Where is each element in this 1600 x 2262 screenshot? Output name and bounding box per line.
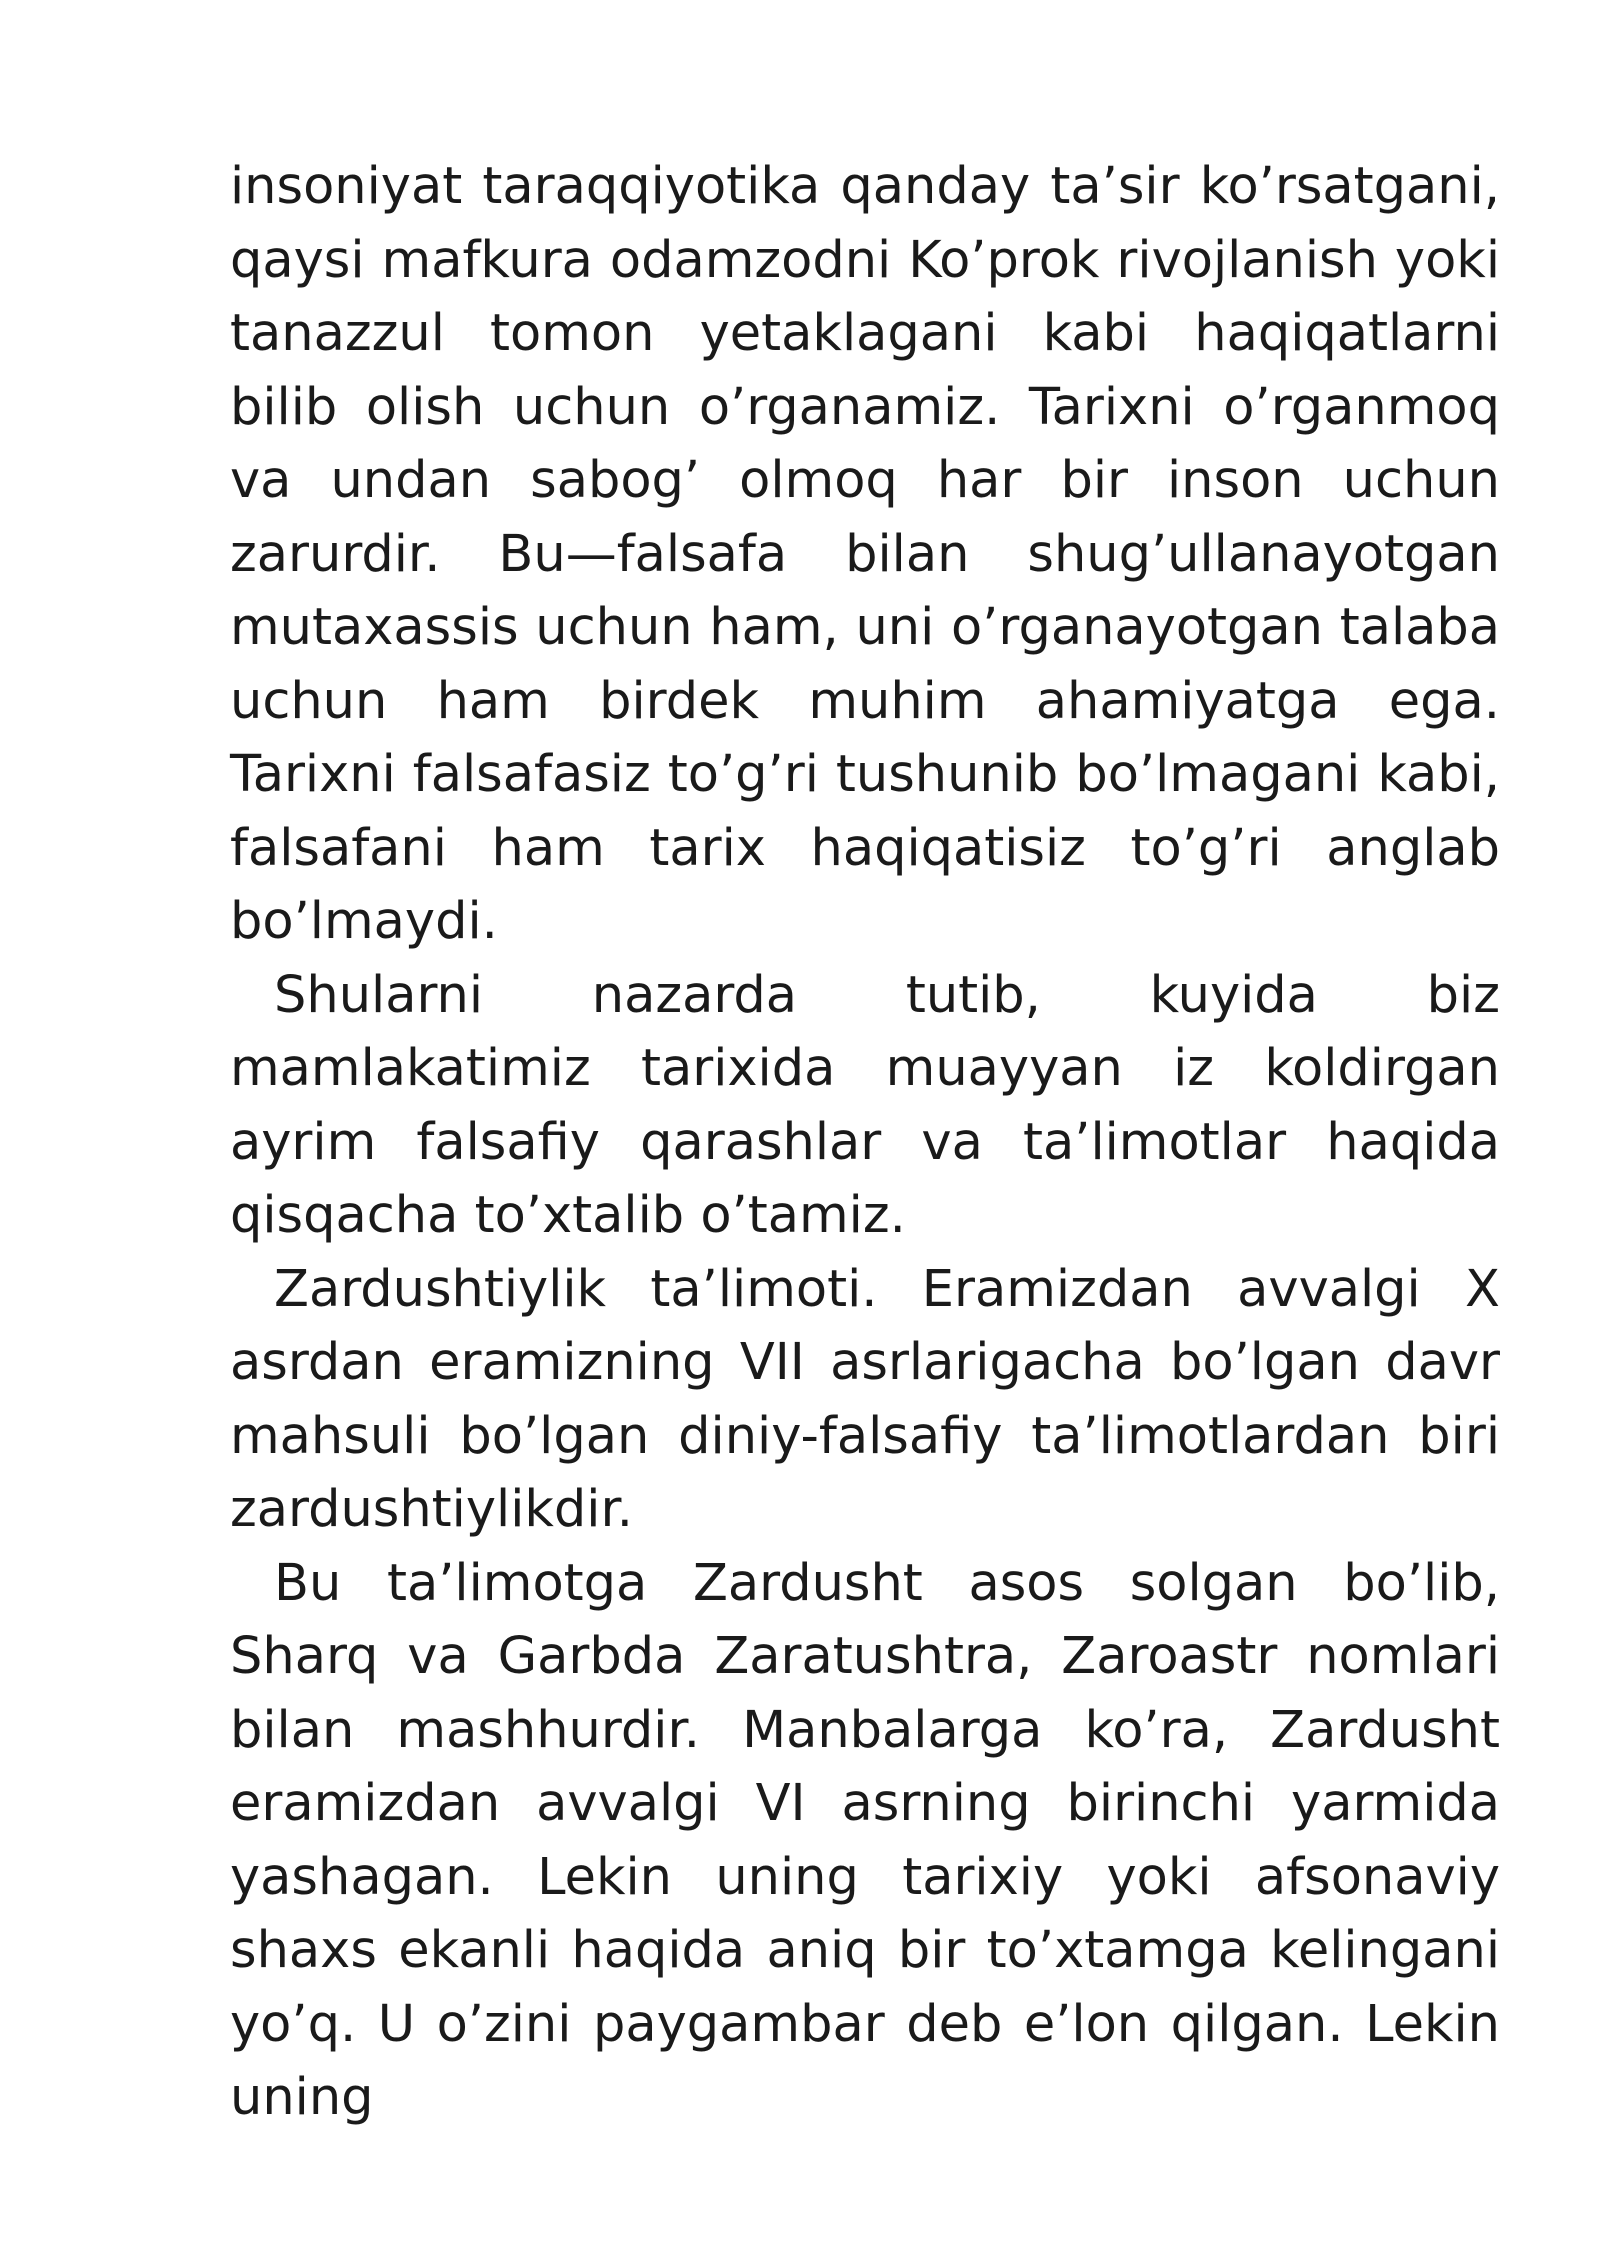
paragraph-intro-teachings: Shularni nazarda tutib, kuyida biz mamlakatimiz tarixida muayyan iz koldirgan ayrim falsafiy qarashlar va ta’limotlar haqida qisqacha to’xtalib o’tamiz. xyxy=(230,965,1500,1245)
paragraph-zardusht: Bu ta’limotga Zardusht asos solgan bo’lib, Sharq va Garbda Zaratushtra, Zaroastr nomlari bilan mashhurdir. Manbalarga ko’ra, Zardusht eramizdan avvalgi VI asrning birinchi yarmida yashagan. Lekin uning tarixiy yoki afsonaviy shaxs ekanli haqida aniq bir to’xtamga kelingani yo’q. U o’zini paygambar deb e’lon qilgan. Lekin uning xyxy=(230,1553,1500,2127)
paragraph-zoroastrianism: Zardushtiylik ta’limoti. Eramizdan avvalgi X asrdan eramizning VII asrlarigacha bo’lgan davr mahsuli bo’lgan diniy-falsafiy ta’limotlardan biri zardushtiylikdir. xyxy=(230,1259,1500,1539)
page-body xyxy=(230,150,1500,2135)
paragraph-history-philosophy: insoniyat taraqqiyotika qanday ta’sir ko’rsatgani, qaysi mafkura odamzodni Ko’prok rivojlanish yoki tanazzul tomon yetaklagani kabi haqiqatlarni bilib olish uchun o’rganamiz. Tarixni o’rganmoq va undan sabog’ olmoq har bir inson uchun zarurdir. Bu—falsafa bilan shug’ullanayotgan mutaxassis uchun ham, uni o’rganayotgan talaba uchun ham birdek muhim ahamiyatga ega. Tarixni falsafasiz to’g’ri tushunib bo’lmagani kabi, falsafani ham tarix haqiqatisiz to’g’ri anglab bo’lmaydi. xyxy=(230,157,1500,951)
